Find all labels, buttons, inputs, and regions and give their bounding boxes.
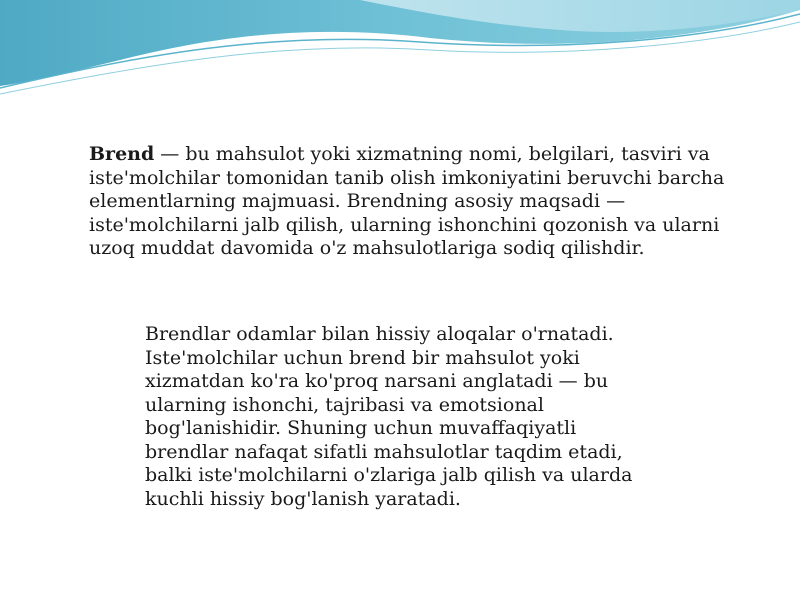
wave-decoration: [0, 0, 800, 110]
definition-text: — bu mahsulot yoki xizmatning nomi, belgilari, tasviri va iste'molchilar tomonidan tanib olish imkoniyatini beruvchi barcha elementlarning majmuasi. Brendning asosiy maqsadi — iste'molchilarni jalb qilish, ularning ishonchini qozonish va ularni uzoq muddat davomida o'z mahsulotlariga sodiq qilishdir.: [89, 143, 725, 259]
emotional-connection-paragraph: Brendlar odamlar bilan hissiy aloqalar o'rnatadi. Iste'molchilar uchun brend bir mahsulot yoki xizmatdan ko'ra ko'proq narsani anglatadi — bu ularning ishonchi, tajribasi va emotsional bog'lanishidir. Shuning uchun muvaffaqiyatli brendlar nafaqat sifatli mahsulotlar taqdim etadi, balki iste'molchilarni o'zlariga jalb qilish va ularda kuchli hissiy bog'lanish yaratadi.: [145, 323, 633, 510]
definition-paragraph: [89, 143, 739, 261]
brand-term: Brend: [89, 143, 155, 165]
